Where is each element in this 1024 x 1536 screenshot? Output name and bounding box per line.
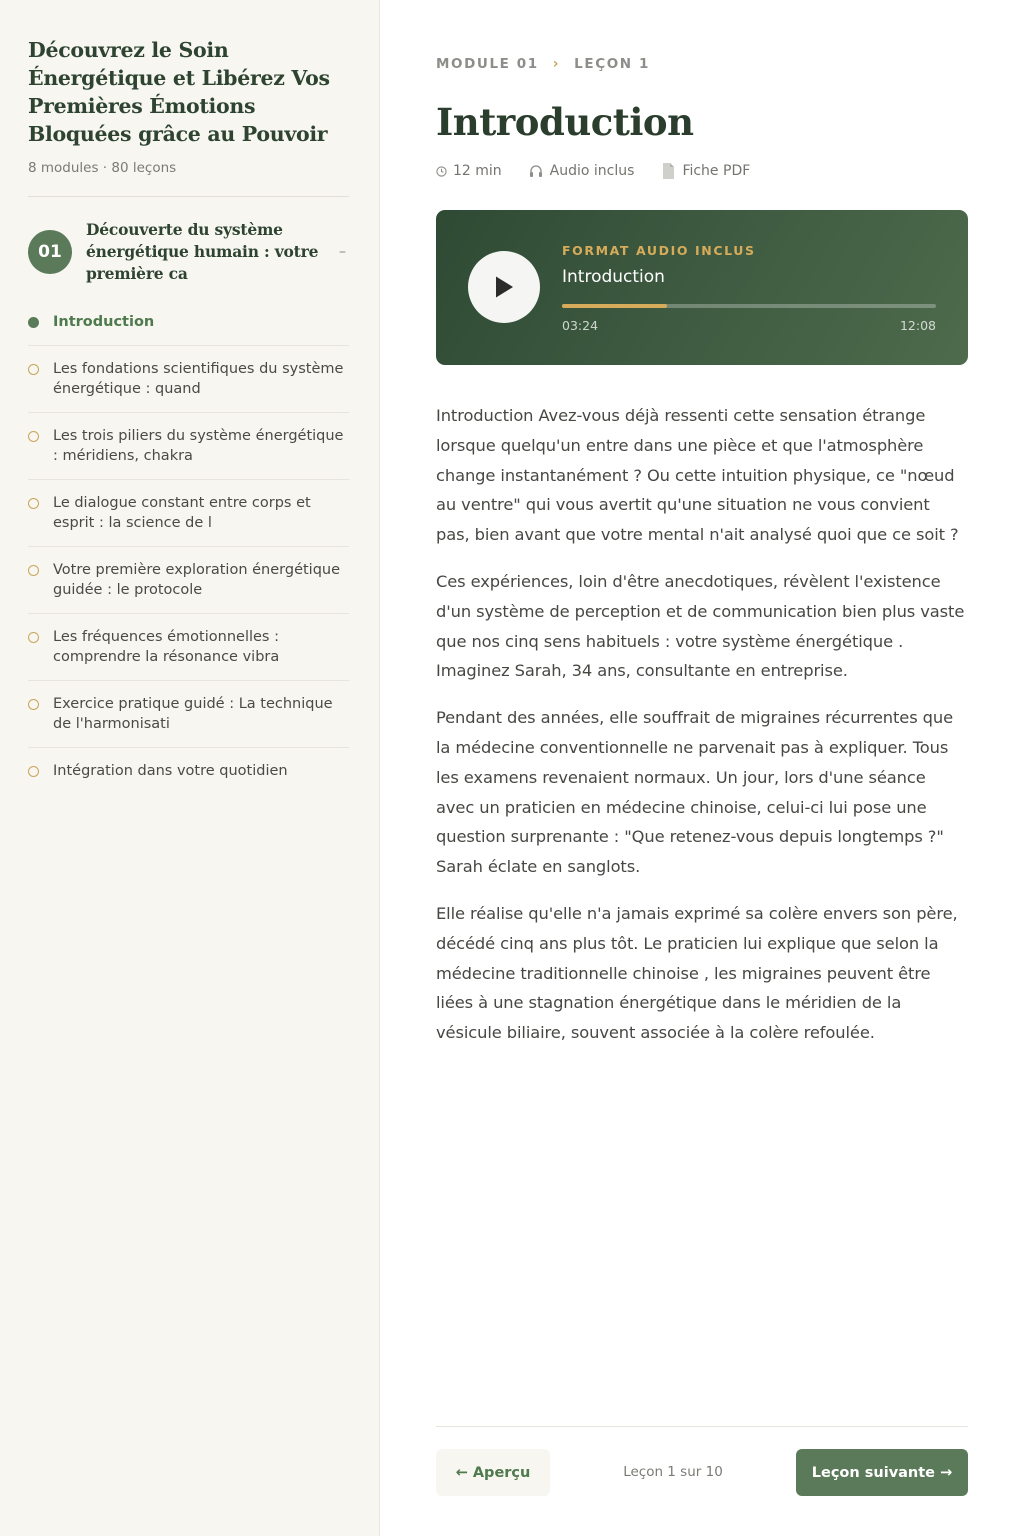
lesson-label: Les trois piliers du système énergétique : méridiens, chakra <box>53 428 344 464</box>
collapse-module-icon[interactable]: – <box>339 244 346 260</box>
lesson-item[interactable] <box>28 413 349 480</box>
document-icon <box>660 162 676 180</box>
audio-format-label: FORMAT AUDIO INCLUS <box>562 243 756 258</box>
lesson-status-dot-icon <box>28 632 39 643</box>
lesson-label: Les fréquences émotionnelles : comprendre la résonance vibra <box>53 629 280 665</box>
play-icon <box>493 275 515 299</box>
audio-title: Introduction <box>562 267 665 287</box>
lesson-item[interactable] <box>28 346 349 413</box>
lesson-paragraph: Introduction Avez-vous déjà ressenti cette sensation étrange lorsque quelqu'un entre dans une pièce et que l'atmosphère change instantanément ? Ou cette intuition physique, ce "nœud au ventre" qui vous avertit qu'une situation ne vous convient pas, bien avant que votre mental n'ait analysé quoi que ce soit ? <box>436 406 959 545</box>
lesson-item-introduction[interactable] <box>28 299 349 346</box>
audio-progress-fill <box>562 304 667 308</box>
lesson-label: Exercice pratique guidé : La technique de l'harmonisati <box>53 696 333 732</box>
course-title: Découvrez le Soin Énergétique et Libérez Vos Premières Émotions Bloquées grâce au Pouvoir <box>28 38 330 146</box>
footer-divider <box>436 1426 968 1427</box>
current-time: 03:24 <box>562 318 599 333</box>
audio-progress-bar[interactable] <box>562 304 936 308</box>
lesson-item[interactable] <box>28 547 349 614</box>
page-title: Introduction <box>436 100 694 144</box>
previous-lesson-button[interactable]: ← Aperçu <box>436 1449 550 1496</box>
lesson-paragraph: Pendant des années, elle souffrait de migraines récurrentes que la médecine conventionnelle ne parvenait pas à expliquer. Tous les examens revenaient normaux. Un jour, lors d'une séance avec un praticien en médecine chinoise, celui-ci lui pose une question surprenante : "Que retenez-vous depuis longtemps ?" Sarah éclate en sanglots. <box>436 708 954 877</box>
total-time: 12:08 <box>899 318 936 333</box>
module-title: Découverte du système énergétique humain : votre première ca <box>86 220 319 283</box>
lesson-list <box>28 299 349 794</box>
lesson-main <box>436 0 968 1065</box>
audio-player <box>436 210 968 365</box>
lesson-label: Introduction <box>53 314 155 330</box>
lesson-label: Intégration dans votre quotidien <box>53 763 288 779</box>
lesson-paragraph: Elle réalise qu'elle n'a jamais exprimé sa colère envers son père, décédé cinq ans plus tôt. Le praticien lui explique que selon la médecine traditionnelle chinoise , les migraines peuvent être liées à une stagnation énergétique dans le méridien de la vésicule biliaire, souvent associée à la colère refoulée. <box>436 903 958 1043</box>
lesson-label: Votre première exploration énergétique guidée : le protocole <box>53 562 341 598</box>
lesson-status-dot-icon <box>28 364 39 375</box>
module-header[interactable] <box>28 219 349 285</box>
lesson-label: Les fondations scientifiques du système énergétique : quand <box>53 361 344 397</box>
lesson-status-dot-icon <box>28 317 39 328</box>
chevron-right-icon: › <box>552 56 561 72</box>
duration-meta <box>436 163 502 179</box>
module-number-badge: 01 <box>28 230 72 274</box>
lesson-status-dot-icon <box>28 766 39 777</box>
breadcrumb-module[interactable]: MODULE 01 <box>436 56 539 72</box>
sidebar-divider <box>28 196 349 197</box>
pdf-label: Fiche PDF <box>682 163 751 179</box>
clock-icon <box>436 166 447 177</box>
lesson-pager: Leçon 1 sur 10 <box>623 1464 723 1480</box>
play-button[interactable] <box>468 251 540 323</box>
lesson-item[interactable] <box>28 748 349 794</box>
audio-label: Audio inclus <box>549 163 635 179</box>
lesson-item[interactable] <box>28 614 349 681</box>
lesson-status-dot-icon <box>28 699 39 710</box>
lesson-content <box>436 401 968 1048</box>
course-sidebar <box>0 0 380 1536</box>
lesson-paragraph: Ces expériences, loin d'être anecdotiques, révèlent l'existence d'un système de perception et de communication bien plus vaste que nos cinq sens habituels : votre système énergétique . Imaginez Sarah, 34 ans, consultante en entreprise. <box>436 571 965 681</box>
audio-meta <box>528 163 635 179</box>
lesson-item[interactable] <box>28 681 349 748</box>
lesson-label: Le dialogue constant entre corps et esprit : la science de l <box>53 495 311 531</box>
course-meta: 8 modules · 80 leçons <box>28 160 177 176</box>
lesson-status-dot-icon <box>28 565 39 576</box>
lesson-status-dot-icon <box>28 431 39 442</box>
lesson-status-dot-icon <box>28 498 39 509</box>
breadcrumb <box>436 56 968 72</box>
lesson-meta <box>436 162 968 180</box>
duration-label: 12 min <box>453 163 502 179</box>
next-lesson-button[interactable]: Leçon suivante → <box>796 1449 968 1496</box>
lesson-item[interactable] <box>28 480 349 547</box>
pdf-meta[interactable] <box>660 162 750 180</box>
breadcrumb-lesson: LEÇON 1 <box>574 56 650 72</box>
headphones-icon <box>528 163 544 179</box>
